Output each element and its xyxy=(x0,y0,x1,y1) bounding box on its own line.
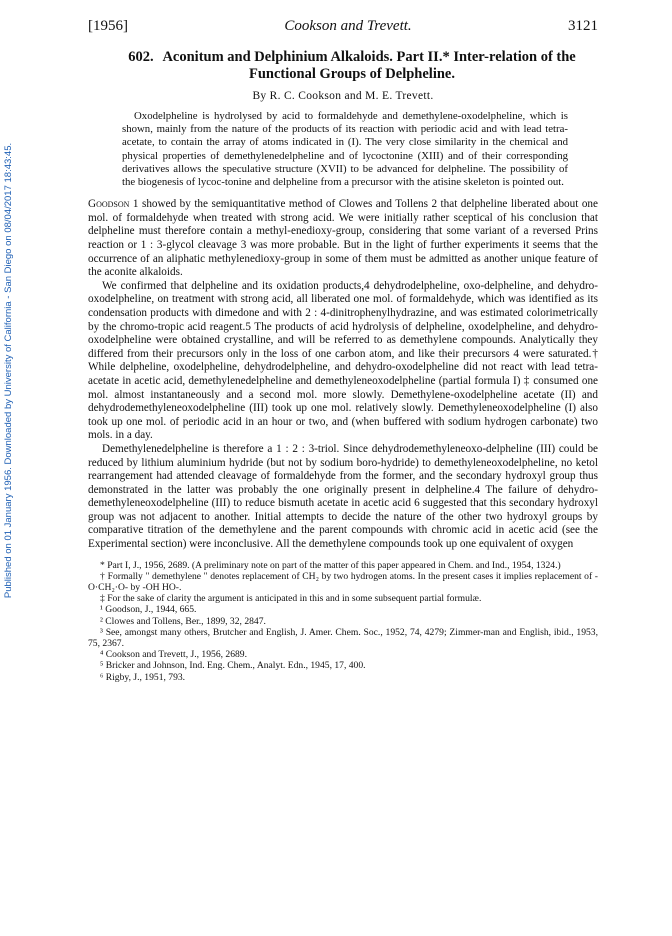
body-paragraph-3: Demethylenedelpheline is therefore a 1 : 2 : 3-triol. Since dehydrodemethyleneoxo-delpheline (III) could be reduced by lithium aluminium hydride (but not by sodium boro-hydride) to demethyleneoxodelpheline, no ketol rearrangement had attended cleavage of formaldehyde from the former, and the secondary hydroxyl group thus demonstrated in the latter was probably the one originally present in delpheline.4 The failure of dehydro-demethyleneoxodelpheline (III) to reduce bismuth acetate in acetic acid 6 suggested that this secondary hydroxyl group was not adjacent to another. Initial attempts to decide the nature of the other two hydroxyl groups by comparative titration of the demethylene and the parent compounds with chromic acid in acetic acid (see the Experimental section) were inconclusive. All the demethylene compounds took up one equivalent of oxygen xyxy=(88,442,598,551)
footnote: ⁵ Bricker and Johnson, Ind. Eng. Chem., Analyt. Edn., 1945, 17, 400. xyxy=(100,660,366,672)
download-watermark-text: Published on 01 January 1956. Downloaded by University of California - San Diego on 08/04/2017 18:43:45. xyxy=(3,142,15,598)
header-page-number: 3121 xyxy=(567,18,598,34)
footnote: ¹ Goodson, J., 1944, 665. xyxy=(100,604,197,616)
footnote: ³ See, amongst many others, Brutcher and English, J. Amer. Chem. Soc., 1952, 74, 4279; Zimmer-man and English, ibid., 1953, 75, 2367. xyxy=(88,626,598,650)
journal-page xyxy=(88,18,598,683)
article-title xyxy=(88,49,598,83)
download-watermark xyxy=(2,120,16,620)
footnote: * Part I, J., 1956, 2689. (A preliminary note on part of the matter of this paper appeared in Chem. and Ind., 1954, 1324.) xyxy=(100,559,561,571)
body-paragraph-2: We confirmed that delpheline and its oxidation products,4 dehydrodelpheline, oxo-delpheline, and dehydro-oxodelpheline, on treatment with strong acid, all liberated one mol. of formaldehyde, which was identified as its condensation products with dimedone and with 2 : 4-dinitrophenylhydrazine, and was estimated colorimetrically by the chromo-tropic acid reagent.5 The products of acid hydrolysis of delpheline, oxodelpheline, and dehydro-oxodelpheline were obtained crystalline, and will be referred to as demethylene compounds. Analytically they differed from their precursors only in the loss of one carbon atom, and like their precursors 4 were saturated.† While delpheline, oxodelpheline, dehydrodelpheline, and dehydro-oxodelpheline did not react with lead tetra-acetate in acetic acid, demethylenedelpheline and demethyleneoxodelpheline (partial formula I) ‡ consumed one mol. almost instantaneously and a second mol. more slowly. Demethylene-oxodelpheline acetate (II) and dehydrodemethyleneoxodelpheline (III) took up one mol. relatively slowly. Demethyleneoxodelpheline (I) also took up one mol. of periodic acid in an hour or two, and (when buffered with sodium hydrogen carbonate) two mols. in a day. xyxy=(88,279,598,442)
header-running-title: Cookson and Trevett. xyxy=(284,18,412,34)
article-title-text: Aconitum and Delphinium Alkaloids. Part II.* Inter-relation of the Functional Groups of Delpheline. xyxy=(162,49,576,82)
authors-line: By R. C. Cookson and M. E. Trevett. xyxy=(252,90,434,102)
body-paragraph-1 xyxy=(88,198,598,280)
lead-name: Goodson xyxy=(88,198,130,211)
body-paragraph-1-text: 1 showed by the semiquantitative method of Clowes and Tollens 2 that delpheline liberated about one mol. of formaldehyde when treated with strong acid. We were initially rather sceptical of his conclusion that delpheline must therefore contain a methyl-enedioxy-group, considering that some variant of a reversed Prins reaction or 1 : 3-glycol cleavage 3 was more probable. But in the light of further experiments it seems that the occurrence of an aliphatic methylenedioxy-group in some of them must be admitted as another unique feature of the aconite alkaloids. xyxy=(88,198,598,279)
footnote: ⁴ Cookson and Trevett, J., 1956, 2689. xyxy=(100,649,247,661)
running-head xyxy=(88,18,598,35)
footnote: ² Clowes and Tollens, Ber., 1899, 32, 2847. xyxy=(100,615,266,627)
abstract: Oxodelpheline is hydrolysed by acid to formaldehyde and demethylene-oxodelpheline, which is shown, mainly from the nature of the products of its reaction with periodic acid and with lead tetra-acetate, to contain the array of atoms indicated in (I). The very close similarity in the chemical and physical properties of demethylenedelpheline and of lycoctonine (XIII) and of their corresponding derivatives allows the speculative structure (XVII) to be advanced for delpheline. The possibility of the biogenesis of lycoc-tonine and delpheline from a precursor with the atisine skeleton is pointed out. xyxy=(122,110,568,189)
footnote: † Formally " demethylene " denotes replacement of CH₂ by two hydrogen atoms. In the present cases it implies replacement of -O·CH₂·O- by -OH HO-. xyxy=(88,570,598,594)
footnote: ⁶ Rigby, J., 1951, 793. xyxy=(100,671,186,683)
header-year: [1956] xyxy=(88,18,128,34)
footnote: ‡ For the sake of clarity the argument is anticipated in this and in some subsequent partial formulæ. xyxy=(100,593,482,605)
article-number: 602. xyxy=(128,49,154,65)
article-body xyxy=(88,198,598,551)
footnotes xyxy=(88,559,598,683)
